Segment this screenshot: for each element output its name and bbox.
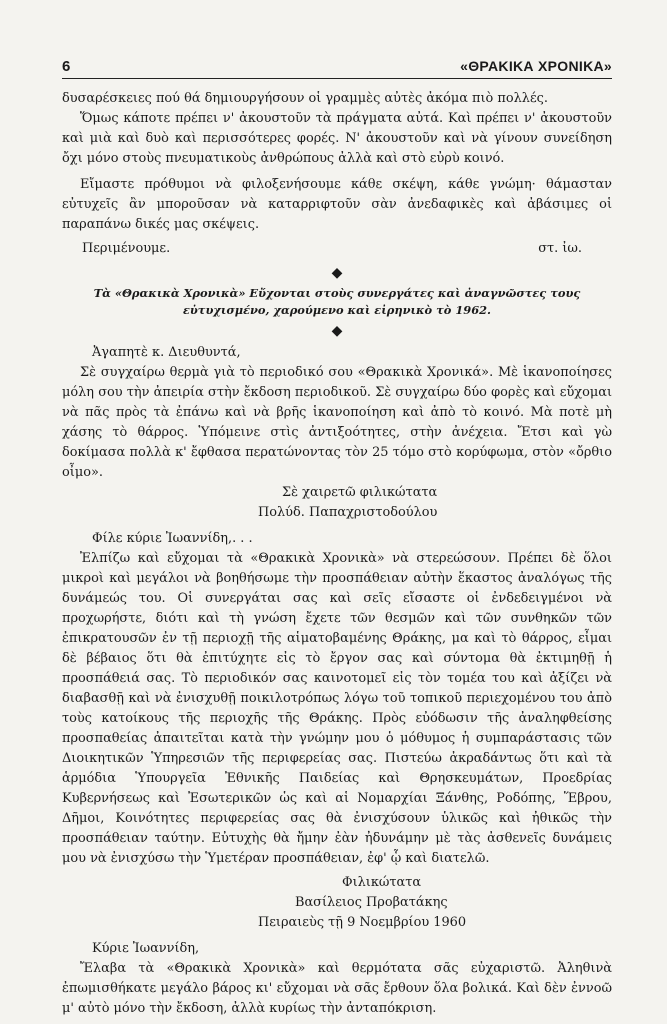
letter2-place-date: Πειραιεὺς τῇ 9 Νοεμβρίου 1960 xyxy=(258,915,467,930)
intro-closing: Περιμένουμε. xyxy=(82,241,171,256)
letter2-signature: Βασίλειος Προβατάκης xyxy=(295,895,448,910)
intro-paragraph-3: Εἴμαστε πρόθυμοι νὰ φιλοξενήσουμε κάθε σκέψη, κάθε γνώμη· θάμασταν εὐτυχεῖς ἂν μποροῦσαν νὰ καταρριφτοῦν σὰν ἀνεδαφικὲς καὶ ἀβάσιμες οἱ παραπάνω δικές μας σκέψεις. xyxy=(62,177,612,232)
diamond-ornament-top: ◆ xyxy=(331,265,343,281)
letter3-salutation: Κύριε Ἰωαννίδη, xyxy=(92,941,200,956)
journal-page xyxy=(62,58,612,1019)
intro-paragraph-1: δυσαρέσκειες πού θά δημιουργήσουν οἱ γραμμὲς αὐτὲς ἀκόμα πιὸ πολλές. xyxy=(62,91,548,106)
journal-title: «ΘΡΑΚΙΚΑ ΧΡΟΝΙΚΑ» xyxy=(460,58,612,74)
letter3-body: Ἔλαβα τὰ «Θρακικὰ Χρονικὰ» καὶ θερμότατα σᾶς εὐχαριστῶ. Ἀληθινὰ ἐπωμισθήκατε μεγάλο βάρος κι' εὔχομαι νὰ σᾶς ἔρθουν ὅλα βολικά. Καὶ δὲν ἐννοῶ μ' αὐτὸ μόνο τὴν ἔκδοση, ἀλλὰ κυρίως τὴν ἀνταπόκριση. xyxy=(62,961,612,1016)
header-rule xyxy=(62,78,612,79)
diamond-ornament-bottom: ◆ xyxy=(331,323,343,339)
intro-paragraph-2: Ὅμως κάποτε πρέπει ν' ἀκουστοῦν τὰ πράγματα αὐτά. Καὶ πρέπει ν' ἀκουστοῦν καὶ μιὰ καὶ δυὸ καὶ περισσότερες φορές. Ν' ἀκουστοῦν καὶ νὰ γίνουν συνείδηση ὄχι μόνο στοὺς πνευματικοὺς ἀνθρώπους ἀλλὰ καὶ στὸ εὐρὺ κοινό. xyxy=(62,111,612,166)
intro-signature: στ. ἰω. xyxy=(538,241,582,256)
intro-signoff xyxy=(62,239,612,259)
editorial-greeting: Τὰ «Θρακικὰ Χρονικὰ» Εὔχονται στοὺς συνεργάτες καὶ ἀναγνῶστες τους εὐτυχισμένο, χαρούμενο καὶ εἰρηνικὸ τὸ 1962. xyxy=(93,286,581,317)
letter2-closing: Φιλικώτατα xyxy=(342,875,422,890)
letter1-body: Σὲ συγχαίρω θερμὰ γιὰ τὸ περιοδικό σου «Θρακικὰ Χρονικά». Μὲ ἱκανοποίησες μόλη σου τὴν ἀπειρία στὴν ἔκδοση περιοδικοῦ. Σὲ συγχαίρω δύο φορὲς καὶ εὔχομαι νὰ πᾶς πρὸς τὰ ἐπάνω καὶ νὰ βρῆς ἱκανοποίηση καὶ ἀπὸ τὸ κοινό. Μὰ ποτὲ μὴ χάσης τὸ θάρρος. Ὑπόμεινε στὶς ἀντιξοότητες, στὴν ἀνέχεια. Ἔτσι καὶ γὼ δοκίμασα πολλὰ κ' ἔφθασα περατώνοντας τὸν 25 τόμο στὸ κορύφωμα, στὸν «ὄρθιο οἶμο». xyxy=(62,365,612,480)
letter1-closing: Σὲ χαιρετῶ φιλικώτατα xyxy=(282,485,438,500)
letter2-body: Ἐλπίζω καὶ εὔχομαι τὰ «Θρακικὰ Χρονικὰ» νὰ στερεώσουν. Πρέπει δὲ ὅλοι μικροὶ καὶ μεγάλοι νὰ βοηθήσωμε τὴν προσπάθειαν αὐτὴν ἕκαστος ἀναλόγως τῆς δυνάμεώς του. Οἱ συνεργάται σας καὶ σεῖς εἴσαστε οἱ ἐνδεδειγμένοι νὰ προχωρήστε, διότι καὶ τὴ γνώση ἔχετε τῶν θεσμῶν καὶ τῶν συνθηκῶν τῶν ἐπικρατουσῶν ἐν τῇ περιοχῇ τῆς αἱματοβαμένης Θράκης, μα καὶ τὸ θάρρος, εἶμαι δὲ βέβαιος ὅτι θὰ ἐπιτύχητε εἰς τὸ ἔργον σας καὶ σύντομα θὰ ἐκτιμηθῇ ἡ προσπάθειά σας. Τὸ περιοδικόν σας καινοτομεῖ εἰς τὸν τομέα του καὶ ἀξίζει νὰ διαβασθῇ καὶ νὰ ἐνισχυθῇ ποικιλοτρόπως λόγω τοῦ τοπικοῦ περιεχομένου του ἀπὸ τοὺς κατοίκους τῆς περιοχῆς τῆς Θράκης. Πρὸς εὐόδωσιν τῆς ἀναληφθείσης προσπαθείας ἀπαιτεῖται κατὰ τὴν γνώμην μου ὁ μόθυμος ἡ συμπαράστασις τῶν Διοικητικῶν Ὑπηρεσιῶν τῆς περιφερείας σας. Πιστεύω ἀκραδάντως ὅτι καὶ τὰ ἁρμόδια Ὑπουργεῖα Ἐθνικῆς Παιδείας καὶ Θρησκευμάτων, Προεδρίας Κυβερνήσεως καὶ Ἐσωτερικῶν ὡς καὶ αἱ Νομαρχίαι Ξάνθης, Ροδόπης, Ἕβρου, Δῆμοι, Κοινότητες περιφερείας σας θὰ ἐνισχύσουν ὑλικῶς καὶ ἠθικῶς τὴν προσπάθειαν ταύτην. Εὐτυχὴς θὰ ἤμην ἐὰν ἠδυνάμην μὲ τὰς ἀσθενεῖς δυνάμεις μου νὰ ἐνισχύσω τὴν Ὑμετέραν προσπάθειαν, ἐφ' ᾧ καὶ διατελῶ. xyxy=(62,551,612,866)
letter2-salutation: Φίλε κύριε Ἰωαννίδη,. . . xyxy=(92,531,253,546)
letter1-signature: Πολύδ. Παπαχριστοδούλου xyxy=(258,505,438,520)
letter1-salutation: Ἀγαπητὲ κ. Διευθυντά, xyxy=(92,345,241,360)
page-header xyxy=(62,58,612,75)
page-number: 6 xyxy=(62,58,71,75)
